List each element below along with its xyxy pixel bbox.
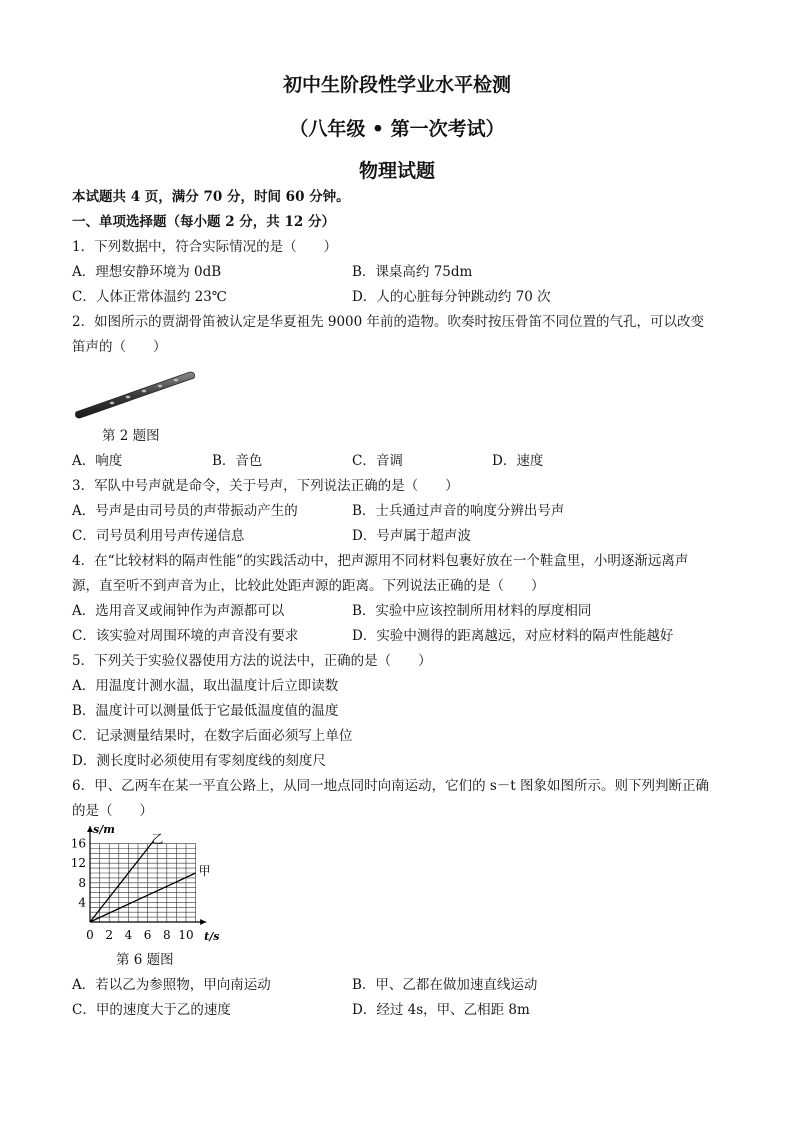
q4-option-a: A．选用音叉或闹钟作为声源都可以: [72, 603, 285, 619]
q2-option-c: C．音调: [352, 453, 403, 469]
q5-option-d: D．测长度时必须使用有零刻度线的刻度尺: [72, 753, 326, 769]
series-label-jia: 甲: [198, 864, 211, 878]
q3-option-d: D．号声属于超声波: [352, 528, 471, 544]
q6-option-a: A．若以乙为参照物，甲向南运动: [72, 977, 271, 993]
y-axis-label: s/m: [93, 823, 115, 836]
q6-option-c: C．甲的速度大于乙的速度: [72, 1002, 231, 1018]
q6-option-b: B．甲、乙都在做加速直线运动: [352, 977, 538, 993]
q1-stem: 1．下列数据中，符合实际情况的是（ ）: [72, 239, 338, 255]
y-tick-label: 4: [78, 895, 86, 910]
x-axis-label: t/s: [204, 930, 220, 943]
exam-intro: 本试题共 4 页，满分 70 分，时间 60 分钟。: [72, 189, 350, 205]
exam-title: 初中生阶段性学业水平检测: [282, 74, 511, 96]
q2-stem-line1: 2．如图所示的贾湖骨笛被认定是华夏祖先 9000 年前的造物。吹奏时按压骨笛不同位置的气孔，可以改变: [72, 314, 705, 330]
q3-option-a: A．号声是由司号员的声带振动产生的: [72, 503, 298, 519]
y-tick-label: 12: [70, 856, 86, 871]
q4-option-d: D．实验中测得的距离越远，对应材料的隔声性能越好: [352, 628, 674, 644]
q5-option-c: C．记录测量结果时，在数字后面必须写上单位: [72, 728, 353, 744]
q2-stem-line2: 笛声的（ ）: [72, 339, 167, 355]
q6-stem-line1: 6．甲、乙两车在某一平直公路上，从同一地点同时向南运动，它们的 s－t 图象如图所示。则下列判断正确: [72, 778, 710, 794]
q4-stem-line2: 源，直至听不到声音为止，比较此处距声源的距离。下列说法正确的是（ ）: [72, 578, 545, 594]
q4-stem-line1: 4．在“比较材料的隔声性能”的实践活动中，把声源用不同材料包裹好放在一个鞋盒里，小明逐渐远离声: [72, 553, 689, 569]
q3-stem: 3．军队中号声就是命令，关于号声，下列说法正确的是（ ）: [72, 478, 459, 494]
q3-option-c: C．司号员利用号声传递信息: [72, 528, 245, 544]
x-tick-label: 4: [124, 928, 133, 942]
x-axis-arrow: [200, 919, 206, 925]
st-graph: [70, 822, 230, 948]
y-tick-label: 8: [78, 875, 86, 890]
q1-option-a: A．理想安静环境为 0dB: [72, 264, 222, 280]
y-tick-label: 16: [70, 836, 86, 851]
q2-figure-caption: 第 2 题图: [102, 428, 160, 444]
q1-option-c: C．人体正常体温约 23℃: [72, 289, 227, 305]
series-label-yi: 乙: [151, 832, 164, 847]
q5-option-b: B．温度计可以测量低于它最低温度值的温度: [72, 703, 339, 719]
q1-option-b: B．课桌高约 75dm: [352, 264, 473, 280]
section-heading: 一、单项选择题（每小题 2 分，共 12 分）: [72, 214, 335, 230]
x-tick-label: 10: [178, 928, 194, 942]
q4-option-b: B．实验中应该控制所用材料的厚度相同: [352, 603, 592, 619]
q2-option-a: A．响度: [72, 453, 123, 469]
q2-option-d: D．速度: [492, 453, 544, 469]
q1-option-d: D．人的心脏每分钟跳动约 70 次: [352, 289, 551, 305]
q5-stem: 5．下列关于实验仪器使用方法的说法中，正确的是（ ）: [72, 653, 432, 669]
q5-option-a: A．用温度计测水温，取出温度计后立即读数: [72, 678, 339, 694]
x-tick-label: 2: [105, 928, 114, 942]
q6-figure-caption: 第 6 题图: [116, 952, 174, 968]
x-tick-label: 8: [162, 928, 171, 942]
exam-subtitle: （八年级 • 第一次考试）: [289, 118, 505, 140]
q2-option-b: B．音色: [212, 453, 263, 469]
bone-flute-image: [72, 360, 198, 420]
subject-title: 物理试题: [358, 160, 435, 182]
q3-option-b: B．士兵通过声音的响度分辨出号声: [352, 503, 565, 519]
q6-stem-line2: 的是（ ）: [72, 803, 153, 819]
q4-option-c: C．该实验对周围环境的声音没有要求: [72, 628, 299, 644]
x-tick-label: 0: [86, 928, 94, 942]
x-tick-label: 6: [143, 928, 152, 942]
q6-option-d: D．经过 4s，甲、乙相距 8m: [352, 1002, 530, 1018]
